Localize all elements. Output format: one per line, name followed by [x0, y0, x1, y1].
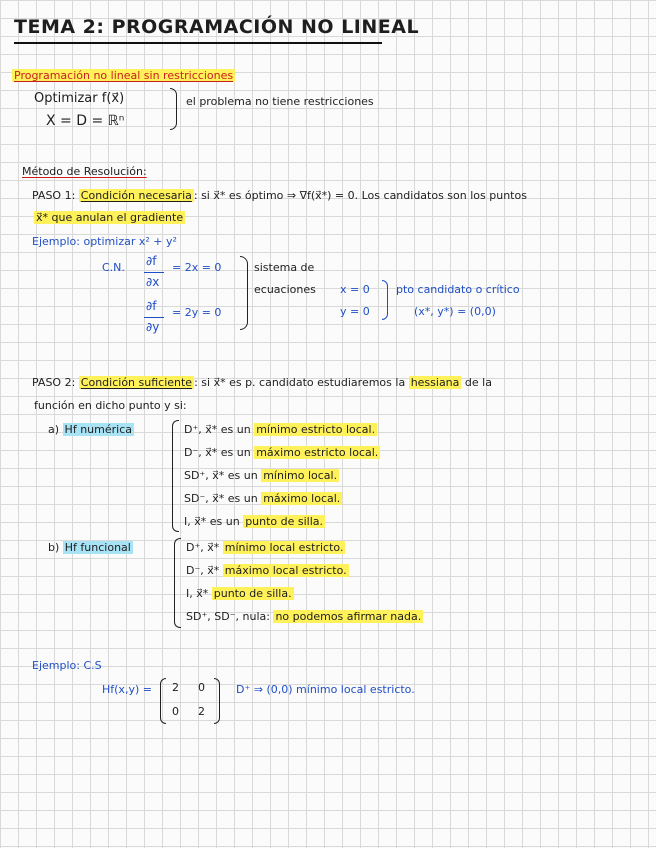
matrix-cell: 0	[198, 681, 205, 694]
solution-x: x = 0	[340, 283, 370, 296]
critical-point-value: (x*, y*) = (0,0)	[414, 305, 496, 318]
method-heading: Método de Resolución:	[22, 165, 147, 178]
case-a-label: a) Hf numérica	[48, 423, 132, 436]
condition-result: mínimo local estricto.	[224, 541, 344, 554]
condition-item: SD⁺, SD⁻, nula: no podemos afirmar nada.	[186, 610, 422, 623]
necessary-condition: Condición necesaria	[80, 189, 192, 202]
hessian-label: Hf(x,y) =	[102, 683, 152, 696]
df-dy-equation: = 2y = 0	[172, 306, 222, 319]
example-cs-label: Ejemplo: C.S	[32, 659, 102, 672]
matrix	[160, 678, 220, 724]
paso1-line: PASO 1: Condición necesaria : si x⃗* es óptimo ⇒ ∇f(x⃗*) = 0. Los candidatos son los puntos	[32, 189, 527, 202]
bracket	[174, 538, 181, 628]
condition-result: máximo estricto local.	[256, 446, 379, 459]
matrix-cell: 2	[198, 705, 205, 718]
condition-result: punto de silla.	[213, 587, 292, 600]
example-result: D⁺ ⇒ (0,0) mínimo local estricto.	[236, 683, 415, 696]
df-dy-num: ∂f	[146, 299, 157, 313]
optimize-expression: Optimizar f(x⃗)	[34, 91, 125, 106]
matrix-cell: 0	[172, 705, 179, 718]
df-dx-equation: = 2x = 0	[172, 261, 222, 274]
critical-point-label: pto candidato o crítico	[396, 283, 520, 296]
condition-result: punto de silla.	[245, 515, 324, 528]
fraction-line	[144, 272, 164, 273]
page-title: TEMA 2: PROGRAMACIÓN NO LINEAL	[14, 16, 420, 38]
case-b-label: b) Hf funcional	[48, 541, 131, 554]
condition-item: D⁺, x⃗* es un mínimo estricto local.	[184, 423, 376, 436]
df-dy-den: ∂y	[146, 320, 160, 334]
domain-expression: X = D = ℝⁿ	[46, 113, 125, 129]
condition-item: SD⁺, x⃗* es un mínimo local.	[184, 469, 338, 482]
section-heading-sin-restricciones: Programación no lineal sin restricciones	[14, 69, 234, 82]
hessiana: hessiana	[410, 376, 460, 389]
brace	[170, 88, 177, 130]
condition-item: D⁻, x⃗* es un máximo estricto local.	[184, 446, 379, 459]
condition-item: D⁻, x⃗* máximo local estricto.	[186, 564, 347, 577]
fraction-line	[144, 317, 164, 318]
condition-item: I, x⃗* es un punto de silla.	[184, 515, 324, 528]
bracket	[172, 420, 179, 532]
condition-result: máximo local.	[263, 492, 341, 505]
solution-y: y = 0	[340, 305, 370, 318]
brace	[382, 280, 388, 320]
condition-result: mínimo local.	[263, 469, 338, 482]
example-line: Ejemplo: optimizar x² + y²	[32, 235, 177, 248]
brace	[240, 256, 248, 330]
paso1-continuation: x⃗* que anulan el gradiente	[36, 211, 184, 224]
sistema-line1: sistema de	[254, 261, 315, 274]
sistema-line2: ecuaciones	[254, 283, 316, 296]
paso2-continuation: función en dicho punto y si:	[34, 399, 187, 412]
df-dx-num: ∂f	[146, 254, 157, 268]
condition-item: SD⁻, x⃗* es un máximo local.	[184, 492, 341, 505]
cn-label: C.N.	[102, 261, 125, 274]
title-underline	[14, 42, 382, 44]
matrix-cell: 2	[172, 681, 179, 694]
no-restrictions-note: el problema no tiene restricciones	[186, 95, 374, 108]
condition-item: D⁺, x⃗* mínimo local estricto.	[186, 541, 344, 554]
condition-result: máximo local estricto.	[224, 564, 347, 577]
sufficient-condition: Condición suficiente	[80, 376, 193, 389]
condition-result: no podemos afirmar nada.	[275, 610, 422, 623]
condition-item: I, x⃗* punto de silla.	[186, 587, 292, 600]
df-dx-den: ∂x	[146, 275, 160, 289]
condition-result: mínimo estricto local.	[256, 423, 376, 436]
paso2-line: PASO 2: Condición suficiente : si x⃗* es p. candidato estudiaremos la hessiana de la	[32, 376, 492, 389]
